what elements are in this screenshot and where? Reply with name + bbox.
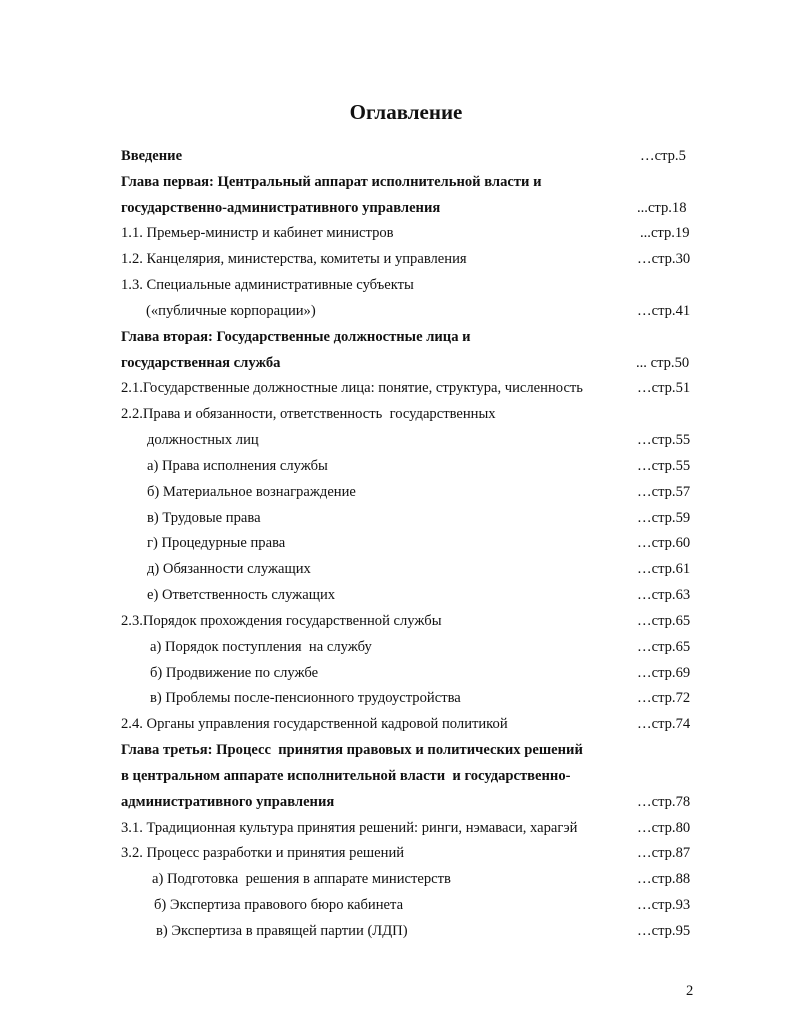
toc-entry <box>0 403 791 429</box>
toc-entry <box>0 765 791 791</box>
toc-entry-title: а) Права исполнения службы <box>147 457 328 474</box>
toc-entry-title: административного управления <box>121 793 335 810</box>
toc-entry-title: г) Процедурные права <box>147 535 286 552</box>
toc-entry-page: …стр.80 <box>637 819 691 836</box>
toc-entry <box>0 429 791 455</box>
toc-entry-title: 2.3.Порядок прохождения государственной службы <box>121 612 442 629</box>
toc-entry <box>0 248 791 274</box>
toc-entry <box>0 868 791 894</box>
toc-entry-page: …стр.51 <box>637 380 691 397</box>
toc-entry <box>0 481 791 507</box>
toc-entry <box>0 558 791 584</box>
toc-entry <box>0 713 791 739</box>
toc-entry <box>0 197 791 223</box>
toc-entry-title: должностных лиц <box>147 432 259 449</box>
toc-entry <box>0 377 791 403</box>
toc-entry <box>0 920 791 946</box>
toc-entry-title: е) Ответственность служащих <box>147 587 336 604</box>
toc-entry-page: …стр.61 <box>637 561 691 578</box>
toc-entry-page: …стр.65 <box>637 638 691 655</box>
page-number: 2 <box>686 983 694 999</box>
toc-entry-page: …стр.55 <box>637 457 691 474</box>
toc-entry <box>0 610 791 636</box>
toc-entry-title: д) Обязанности служащих <box>147 561 311 578</box>
toc-entry-title: 3.1. Традиционная культура принятия решений: ринги, нэмаваси, харагэй <box>121 819 578 836</box>
toc-entry-title: Глава первая: Центральный аппарат исполнительной власти и <box>121 173 542 190</box>
toc-entry-title: б) Материальное вознаграждение <box>147 483 356 500</box>
toc-entry <box>0 739 791 765</box>
toc-entry-page: ...стр.18 <box>637 199 687 216</box>
toc-entry-title: государственно-административного управления <box>121 199 441 216</box>
toc-entry <box>0 326 791 352</box>
toc-entry-title: б) Продвижение по службе <box>150 664 319 681</box>
toc-entry <box>0 171 791 197</box>
toc-entry <box>0 352 791 378</box>
toc-entry-title: 2.2.Права и обязанности, ответственность государственных <box>121 406 496 423</box>
toc-entry-page: …стр.57 <box>637 483 691 500</box>
toc-entry-page: …стр.74 <box>637 716 691 733</box>
toc-entry-title: 2.1.Государственные должностные лица: понятие, структура, численность <box>121 380 583 397</box>
toc-entry <box>0 791 791 817</box>
toc-entry-page: …стр.93 <box>637 897 691 914</box>
toc-entry <box>0 507 791 533</box>
toc-entry-title: б) Экспертиза правового бюро кабинета <box>154 897 404 914</box>
toc-entry-page: …стр.59 <box>637 509 691 526</box>
toc-entry <box>0 274 791 300</box>
toc-entry <box>0 687 791 713</box>
toc-entry <box>0 145 791 171</box>
toc-entry-title: а) Подготовка решения в аппарате министерств <box>152 871 451 888</box>
toc-entry-title: 1.2. Канцелярия, министерства, комитеты и управления <box>121 251 467 268</box>
toc-entry-title: в центральном аппарате исполнительной власти и государственно- <box>121 767 571 784</box>
toc-entry-page: …стр.30 <box>637 251 691 268</box>
toc-entry-title: в) Проблемы после-пенсионного трудоустройства <box>150 690 461 707</box>
toc-entry-page: …стр.5 <box>640 148 686 164</box>
toc-entry-page: ... стр.50 <box>636 354 690 371</box>
toc-entry-page: …стр.65 <box>637 612 691 629</box>
toc-entry-page: …стр.95 <box>637 922 691 939</box>
toc-entry <box>0 455 791 481</box>
toc-entry-title: а) Порядок поступления на службу <box>150 638 372 655</box>
toc-entry-title: Глава третья: Процесс принятия правовых и политических решений <box>121 742 583 759</box>
toc-entry-title: 2.4. Органы управления государственной кадровой политикой <box>121 716 508 733</box>
toc-entry <box>0 817 791 843</box>
toc-entry-title: в) Трудовые права <box>147 509 261 526</box>
toc-entry-page: …стр.72 <box>637 690 691 707</box>
toc-entry-title: Введение <box>121 148 183 164</box>
toc-entry-title: Глава вторая: Государственные должностные лица и <box>121 328 471 345</box>
table-of-contents <box>0 145 791 946</box>
toc-entry-title: 1.3. Специальные административные субъекты <box>121 277 414 294</box>
toc-entry <box>0 842 791 868</box>
toc-entry <box>0 662 791 688</box>
toc-entry-title: 3.2. Процесс разработки и принятия решений <box>121 845 405 862</box>
toc-entry <box>0 636 791 662</box>
toc-entry-title: («публичные корпорации») <box>146 302 316 319</box>
toc-entry <box>0 894 791 920</box>
toc-entry <box>0 584 791 610</box>
toc-entry-page: …стр.41 <box>637 302 691 319</box>
toc-entry-page: …стр.78 <box>637 793 691 810</box>
toc-entry-page: …стр.87 <box>637 845 691 862</box>
toc-entry-page: ...стр.19 <box>640 225 690 242</box>
toc-entry-page: …стр.55 <box>637 432 691 449</box>
toc-entry-title: в) Экспертиза в правящей партии (ЛДП) <box>156 922 408 939</box>
toc-entry <box>0 222 791 248</box>
toc-entry <box>0 532 791 558</box>
toc-entry-title: государственная служба <box>121 354 281 371</box>
toc-entry-page: …стр.88 <box>637 871 691 888</box>
toc-entry-page: …стр.63 <box>637 587 691 604</box>
toc-entry-page: …стр.69 <box>637 664 691 681</box>
toc-entry-title: 1.1. Премьер-министр и кабинет министров <box>121 225 394 242</box>
toc-entry <box>0 300 791 326</box>
toc-entry-page: …стр.60 <box>637 535 691 552</box>
page-title: Оглавление <box>349 100 463 124</box>
